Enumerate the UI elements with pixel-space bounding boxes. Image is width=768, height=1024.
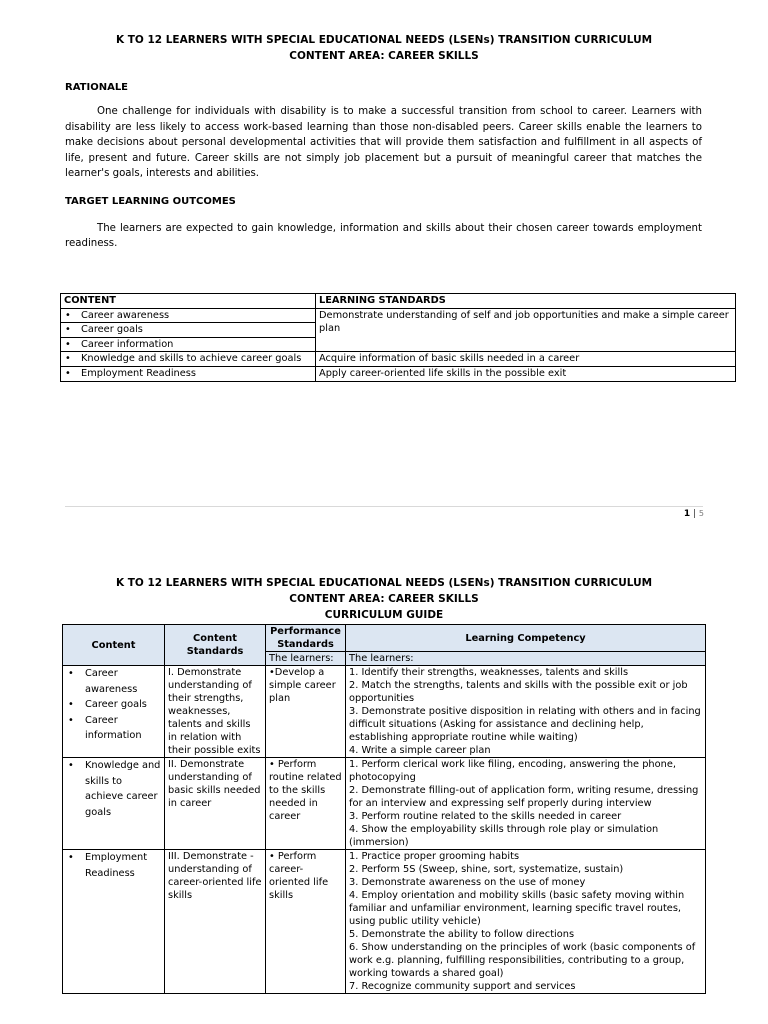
- content-cell: • Employment Readiness: [61, 366, 316, 381]
- list-item: • Career goals: [66, 697, 161, 713]
- table-row: [63, 850, 706, 994]
- competency-cell: [346, 666, 706, 758]
- performance-subheader: The learners:: [266, 652, 346, 666]
- content-cell: [63, 758, 165, 850]
- table-row: [63, 758, 706, 850]
- title-line-2: CONTENT AREA: CAREER SKILLS: [289, 50, 479, 62]
- col-content-standards-header: Content Standards: [165, 625, 266, 666]
- content-cell: • Career goals: [61, 323, 316, 338]
- col-content-header: Content: [63, 625, 165, 666]
- competency-item: 1. Practice proper grooming habits: [349, 851, 520, 862]
- competency-item: 2. Perform 5S (Sweep, shine, sort, systematize, sustain): [349, 864, 624, 875]
- competency-item: 5. Demonstrate the ability to follow directions: [349, 929, 575, 940]
- competency-item: 1. Perform clerical work like filing, encoding, answering the phone, photocopying: [349, 759, 676, 783]
- col-standards-header: LEARNING STANDARDS: [316, 294, 736, 309]
- content-cell: • Knowledge and skills to achieve career goals: [61, 352, 316, 367]
- list-item: • Employment Readiness: [66, 850, 161, 881]
- table-header-row: [61, 294, 736, 309]
- competency-item: 6. Show understanding on the principles of work (basic components of work e.g. planning, fulfilling responsibilities, contributing to a group, working towards a shared goal): [349, 942, 696, 979]
- list-item: • Career awareness: [66, 666, 161, 697]
- title-line-2: CONTENT AREA: CAREER SKILLS: [289, 593, 479, 605]
- content-cell: • Career awareness: [61, 308, 316, 323]
- table-row: [61, 366, 736, 381]
- standard-cell: Apply career-oriented life skills in the possible exit: [316, 366, 736, 381]
- competency-item: 4. Employ orientation and mobility skills (basic safety moving within familiar and unfamiliar environment, learning specific travel routes, using public utility vehicle): [349, 890, 685, 927]
- content-cell: [63, 850, 165, 994]
- col-performance-standards-header: Performance Standards: [266, 625, 346, 652]
- competency-item: 3. Demonstrate awareness on the use of money: [349, 877, 586, 888]
- competency-item: 3. Perform routine related to the skills needed in career: [349, 811, 622, 822]
- table-row: [61, 352, 736, 367]
- title-line-3: CURRICULUM GUIDE: [324, 609, 444, 621]
- competency-item: 4. Write a simple career plan: [349, 745, 491, 756]
- rationale-heading: RATIONALE: [65, 82, 129, 93]
- page-number-current: 1: [683, 509, 691, 519]
- rationale-paragraph: One challenge for individuals with disability is to make a successful transition from school to career. Learners with disability are less likely to access work-based learning than those non-disabled peers. Career skills enable the learners to make decisions about personal developmental activities that will provide them satisfaction and fulfillment in all aspects of life, present and future. Career skills are not simply job placement but a pursuit of meaningful career that matches the learner's goals, interests and abilities.: [65, 106, 702, 179]
- page-number-total: 5: [698, 509, 704, 518]
- performance-standard-cell: • Perform routine related to the skills needed in career: [266, 758, 346, 850]
- table-header-row: [63, 625, 706, 652]
- page-number: [684, 509, 704, 519]
- content-standard-cell: III. Demonstrate - understanding of career-oriented life skills: [165, 850, 266, 994]
- list-item: • Career information: [66, 713, 161, 744]
- performance-standard-cell: •Develop a simple career plan: [266, 666, 346, 758]
- competency-item: 7. Recognize community support and services: [349, 981, 576, 992]
- content-standard-cell: I. Demonstrate understanding of their strengths, weaknesses, talents and skills in relation with their possible exits: [165, 666, 266, 758]
- content-cell: [63, 666, 165, 758]
- performance-standard-cell: • Perform career-oriented life skills: [266, 850, 346, 994]
- footer-divider: [65, 506, 703, 507]
- page-number-separator: |: [692, 509, 697, 519]
- table-row: [63, 666, 706, 758]
- competency-item: 2. Demonstrate filling-out of application form, writing resume, dressing for an interview and expressing self properly during interview: [349, 785, 699, 809]
- standard-cell: Demonstrate understanding of self and job opportunities and make a simple career plan: [316, 308, 736, 352]
- competency-item: 3. Demonstrate positive disposition in relating with others and in facing difficult situations (Asking for assistance and declining help, establishing appropriate routine while waiting): [349, 706, 701, 743]
- competency-subheader: The learners:: [346, 652, 706, 666]
- standard-cell: Acquire information of basic skills needed in a career: [316, 352, 736, 367]
- content-standard-cell: II. Demonstrate understanding of basic skills needed in career: [165, 758, 266, 850]
- competency-item: 4. Show the employability skills through role play or simulation (immersion): [349, 824, 659, 848]
- content-standards-table: [60, 293, 736, 382]
- page2-title: [0, 540, 768, 623]
- content-cell: • Career information: [61, 337, 316, 352]
- title-line-1: K TO 12 LEARNERS WITH SPECIAL EDUCATIONAL NEEDS (LSENs) TRANSITION CURRICULUM: [115, 34, 653, 46]
- table-row: [61, 308, 736, 323]
- curriculum-guide-table: [62, 624, 706, 994]
- competency-cell: [346, 758, 706, 850]
- competency-item: 1. Identify their strengths, weaknesses, talents and skills: [349, 667, 629, 678]
- title-line-1: K TO 12 LEARNERS WITH SPECIAL EDUCATIONAL NEEDS (LSENs) TRANSITION CURRICULUM: [115, 577, 653, 589]
- page1-title: [0, 0, 768, 64]
- list-item: • Knowledge and skills to achieve career goals: [66, 758, 161, 820]
- outcomes-heading: TARGET LEARNING OUTCOMES: [65, 195, 236, 207]
- outcomes-paragraph: The learners are expected to gain knowledge, information and skills about their chosen career towards employment readiness.: [65, 222, 702, 249]
- document-page-2: [0, 540, 768, 1024]
- col-content-header: CONTENT: [61, 294, 316, 309]
- competency-cell: [346, 850, 706, 994]
- competency-item: 2. Match the strengths, talents and skills with the possible exit or job opportunities: [349, 680, 688, 704]
- col-learning-competency-header: Learning Competency: [346, 625, 706, 652]
